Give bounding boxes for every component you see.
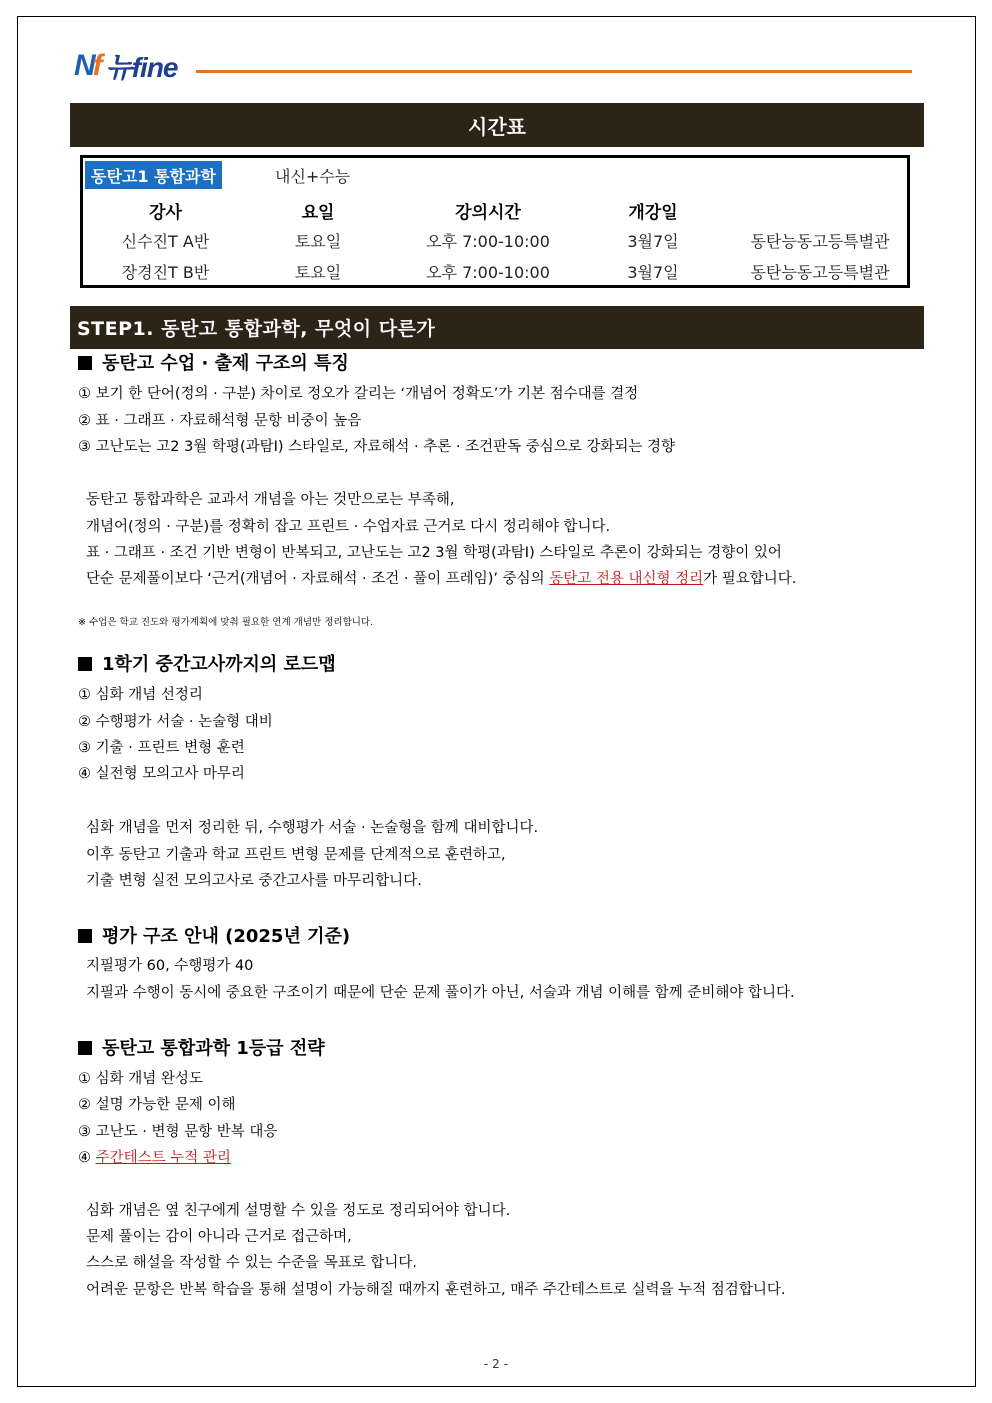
row1-start: 3월7일	[627, 232, 679, 251]
sec3-heading-text: 평가 구조 안내 (2025년 기준)	[102, 926, 351, 947]
sec2-item-1: ① 심화 개념 선정리	[78, 687, 203, 703]
square-bullet-icon	[78, 929, 92, 943]
row1-time: 오후 7:00-10:00	[426, 232, 550, 251]
sec2-para-3: 기출 변형 실전 모의고사로 중간고사를 마무리합니다.	[86, 873, 422, 889]
sec1-para-3: 표 · 그래프 · 조건 기반 변형이 반복되고, 고난도는 고2 3월 학평(과탐Ⅰ) 스타일로 추론이 강화되는 경향이 있어	[86, 545, 782, 561]
sec4-heading	[78, 1034, 325, 1060]
sec4-para-2: 문제 풀이는 감이 아니라 근거로 접근하며,	[86, 1229, 352, 1245]
sec3-heading	[78, 922, 350, 948]
title-bar: 시간표	[70, 103, 924, 147]
sec3-line-1: 지필평가 60, 수행평가 40	[86, 958, 254, 974]
sec2-para-2: 이후 동탄고 기출과 학교 프린트 변형 문제를 단계적으로 훈련하고,	[86, 847, 506, 863]
sec1-item-3: ③ 고난도는 고2 3월 학평(과탐Ⅰ) 스타일로, 자료해석 · 추론 · 조건판독 중심으로 강화되는 경향	[78, 439, 676, 455]
sec4-item-4-num: ④	[78, 1150, 96, 1166]
sec2-heading	[78, 650, 336, 676]
logo-mark	[74, 49, 100, 83]
header-day: 요일	[301, 203, 335, 223]
row2-teacher: 장경진T B반	[121, 263, 210, 282]
square-bullet-icon	[78, 657, 92, 671]
square-bullet-icon	[78, 356, 92, 370]
sec1-para-1: 동탄고 통합과학은 교과서 개념을 아는 것만으로는 부족해,	[86, 492, 455, 508]
logo-mark-n: N	[74, 49, 93, 82]
row2-place: 동탄능동고등특별관	[750, 263, 890, 282]
logo	[74, 46, 178, 86]
sec4-para-1: 심화 개념은 옆 친구에게 설명할 수 있을 정도로 정리되어야 합니다.	[86, 1203, 511, 1219]
sec1-para-4-a: 단순 문제풀이보다 ‘근거(개념어 · 자료해석 · 조건 · 풀이 프레임)’ 중심의	[86, 571, 550, 587]
sec4-heading-text: 동탄고 통합과학 1등급 전략	[102, 1038, 325, 1059]
sec4-para-3: 스스로 해설을 작성할 수 있는 수준을 목표로 합니다.	[86, 1255, 418, 1271]
sec2-item-2: ② 수행평가 서술 · 논술형 대비	[78, 714, 273, 730]
row1-teacher: 신수진T A반	[121, 232, 210, 251]
row1-day: 토요일	[294, 232, 342, 251]
sec4-item-4	[78, 1146, 231, 1167]
row2-day: 토요일	[294, 263, 342, 282]
row2-start: 3월7일	[627, 263, 679, 282]
logo-mark-f: f	[92, 49, 100, 82]
sec2-item-4: ④ 실전형 모의고사 마무리	[78, 766, 245, 782]
sec4-item-2: ② 설명 가능한 문제 이해	[78, 1097, 236, 1113]
sec3-line-2: 지필과 수행이 동시에 중요한 구조이기 때문에 단순 문제 풀이가 아닌, 서술과 개념 이해를 함께 준비해야 합니다.	[86, 985, 795, 1001]
header-time: 강의시간	[455, 203, 521, 223]
highlight-text: 주간테스트 누적 관리	[95, 1150, 231, 1166]
sec4-para-4: 어려운 문항은 반복 학습을 통해 설명이 가능해질 때까지 훈련하고, 매주 주간테스트로 실력을 누적 점검합니다.	[86, 1282, 786, 1298]
row2-time: 오후 7:00-10:00	[426, 263, 550, 282]
sec1-heading	[78, 349, 349, 375]
sec2-heading-text: 1학기 중간고사까지의 로드맵	[102, 654, 336, 675]
sec1-para-4-b: 가 필요합니다.	[703, 571, 797, 587]
school-badge: 동탄고1 통합과학	[85, 161, 222, 189]
step-bar: STEP1. 동탄고 통합과학, 무엇이 다른가	[70, 306, 924, 349]
sec1-item-1: ① 보기 한 단어(정의 · 구분) 차이로 정오가 갈리는 ‘개념어 정확도’가 기본 점수대를 결정	[78, 386, 639, 402]
sec2-item-3: ③ 기출 · 프린트 변형 훈련	[78, 740, 245, 756]
logo-text: 뉴fine	[105, 52, 178, 83]
header-teacher: 강사	[149, 203, 182, 223]
sec1-item-2: ② 표 · 그래프 · 자료해석형 문항 비중이 높음	[78, 413, 362, 429]
sec1-note: ※ 수업은 학교 진도와 평가계획에 맞춰 필요한 연계 개념만 정리합니다.	[78, 617, 374, 628]
sec4-item-1: ① 심화 개념 완성도	[78, 1071, 203, 1087]
course-type: 내신+수능	[275, 167, 351, 186]
sec1-para-4	[86, 567, 796, 588]
sec1-heading-text: 동탄고 수업 · 출제 구조의 특징	[102, 353, 349, 374]
sec1-para-2: 개념어(정의 · 구분)를 정확히 잡고 프린트 · 수업자료 근거로 다시 정리해야 합니다.	[86, 519, 611, 535]
header-rule	[196, 70, 912, 73]
row1-place: 동탄능동고등특별관	[750, 232, 890, 251]
page-number: - 2 -	[484, 1357, 508, 1371]
sec2-para-1: 심화 개념을 먼저 정리한 뒤, 수행평가 서술 · 논술형을 함께 대비합니다.	[86, 820, 539, 836]
timetable-box	[80, 155, 910, 288]
square-bullet-icon	[78, 1041, 92, 1055]
header-start: 개강일	[628, 203, 678, 223]
sec4-item-3: ③ 고난도 · 변형 문항 반복 대응	[78, 1124, 278, 1140]
highlight-text: 동탄고 전용 내신형 정리	[549, 571, 704, 587]
